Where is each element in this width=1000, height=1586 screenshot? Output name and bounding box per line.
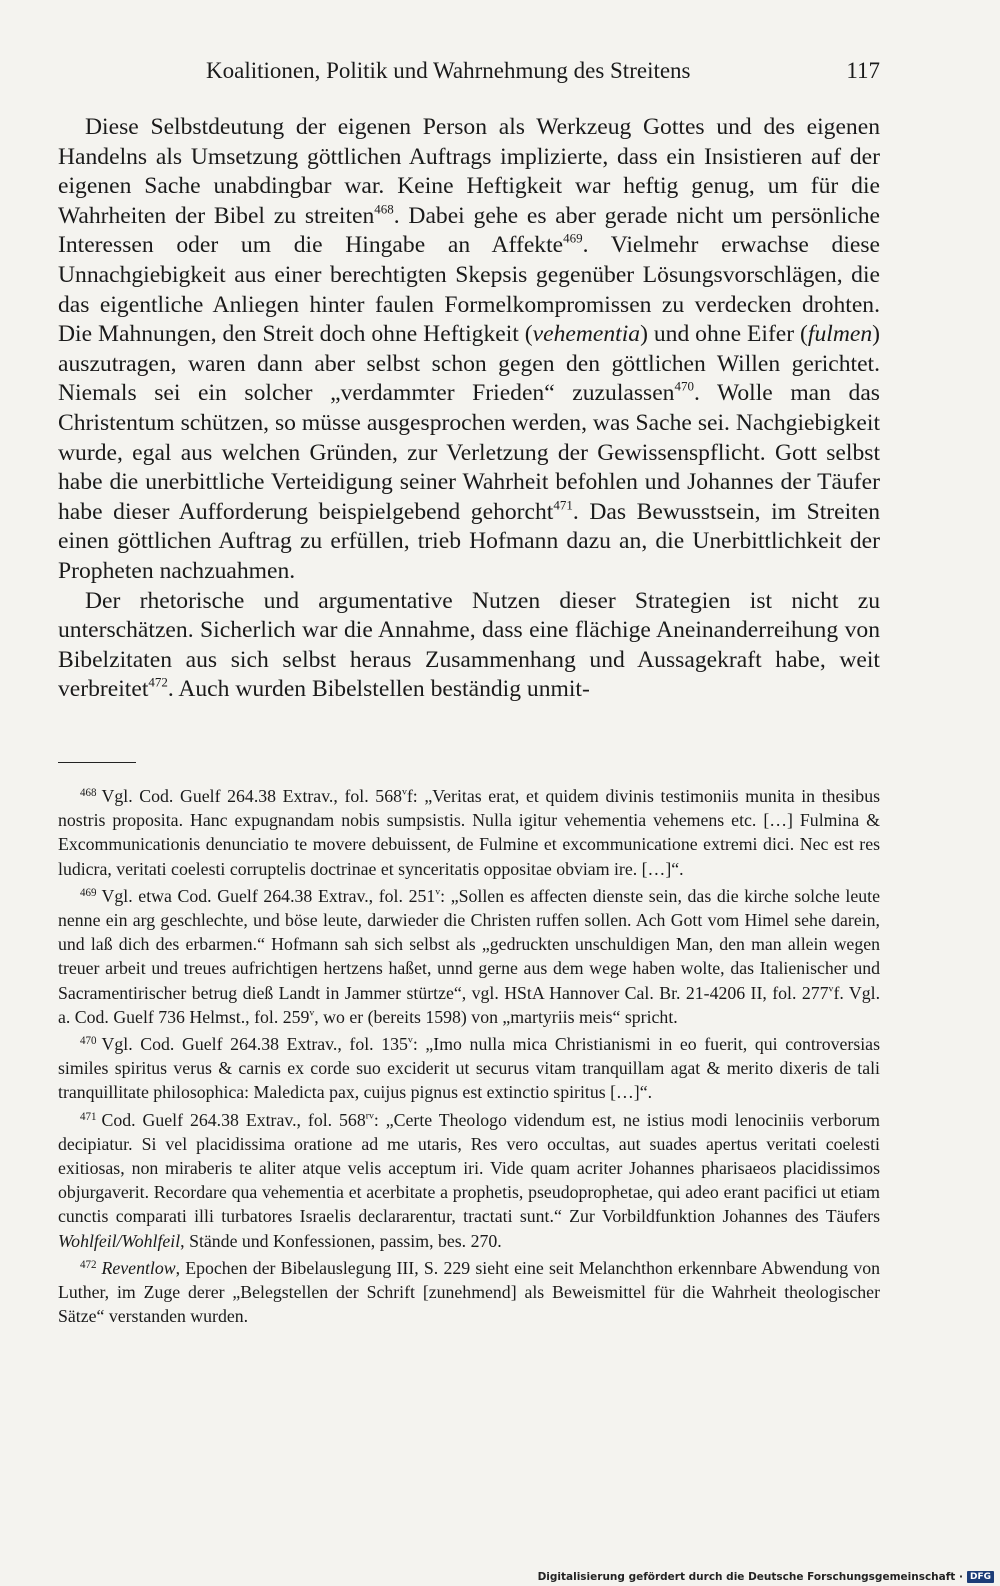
digitization-credit bbox=[538, 1571, 994, 1583]
footnote-number: 470 bbox=[80, 1034, 97, 1047]
footnote-divider bbox=[58, 762, 136, 763]
credit-text: Digitalisierung gefördert durch die Deutsche Forschungsgemeinschaft · bbox=[537, 1571, 963, 1583]
page-number: 117 bbox=[846, 58, 880, 83]
footnote-470: $^{470}$ Vgl. Cod. Guelf 264.38 Extrav., fol. 135$^v$: „Imo nulla mica Christianismi in eo fuerit, qui controversias similes spiritus verus & carnis ex corde suo exciderit ut securus vitam tranquillam agat & merito dixeris de tali tranquillitate philosophica: Maledicta pax, cuijus pignus est extinctio spiritus […]“. bbox=[58, 1034, 880, 1103]
paragraph: Der rhetorische und argumentative Nutzen dieser Strategien ist nicht zu unterschätzen. Sicherlich war die Annahme, dass eine flächige Aneinanderreihung von Bibelzitaten aus sich selbst heraus Zusammenhang und Aussagekraft habe, weit verbreitet$^{472}$. Auch wurden Bibelstellen beständig unmit- bbox=[58, 587, 880, 703]
footnote-ref[interactable]: 468 bbox=[374, 201, 394, 217]
footnote-ref[interactable]: 471 bbox=[553, 496, 573, 512]
footnote-ref[interactable]: 469 bbox=[563, 230, 583, 246]
dfg-logo: DFG bbox=[967, 1571, 994, 1583]
footnote-number: 472 bbox=[80, 1258, 97, 1271]
paragraph: Diese Selbstdeutung der eigenen Person als Werkzeug Gottes und des eigenen Handelns als Umsetzung göttlichen Auftrags implizierte, dass ein Insistieren auf der eigenen Sache unabdingbar war. Keine Heftigkeit war heftig genug, um für die Wahrheiten der Bibel zu streiten$^{468}$. Dabei gehe es aber gerade nicht um persönliche Interessen oder um die Hingabe an Affekte$^{469}$. Vielmehr erwachse diese Unnachgiebigkeit aus einer berechtigten Skepsis gegenüber Lösungsvorschlägen, die das eigentliche Anliegen hinter faulen Formelkompromissen zu verdecken drohten. Die Mahnungen, den Streit doch ohne Heftigkeit (vehementia) und ohne Eifer (fulmen) auszutragen, waren dann aber selbst schon gegen den göttlichen Willen gerichtet. Niemals sei ein solcher „verdammter Frieden“ zuzulassen$^{470}$. Wolle man das Christentum schützen, so müsse ausgesprochen werden, was Sache sei. Nachgiebigkeit wurde, egal aus welchen Gründen, zur Verletzung der Gewissenspflicht. Gott selbst habe die unerbittliche Verteidigung seiner Wahrheit befohlen und Johannes der Täufer habe dieser Aufforderung beispielgebend gehorcht$^{471}$. Das Bewusstsein, im Streiten einen göttlichen Auftrag zu erfüllen, trieb Hofmann dazu an, die Unerbittlichkeit der Propheten nachzuahmen. bbox=[58, 114, 881, 584]
footnote-ref[interactable]: 470 bbox=[674, 378, 694, 394]
footnote-471: $^{471}$ Cod. Guelf 264.38 Extrav., fol. $568^{rv}$: „Certe Theologo videndum est, ne istius modi lenociniis verborum decipiatur. Si vel placidissima oratione ad me utaris, Res vero occultas, aut suades apertus veritati coelesti exitiosas, non miraberis te aliter atque velis acceptum iri. Vide quam acriter Johannes pharisaeos placidissimos objurgaverit. Recordare qua vehementia et acerbitate a prophetis, pseudoprophetae, qui adeo erant pacifici ut etiam cunctis comparati illi turbatores Israelis declararentur, tractati sunt.“ Zur Vorbildfunktion Johannes des Täufers Wohlfeil/Wohlfeil, Stände und Konfessionen, passim, bes. 270. bbox=[58, 1109, 880, 1251]
footnotes bbox=[58, 784, 880, 1331]
footnote-number: 471 bbox=[80, 1110, 97, 1123]
footnote-468: $^{468}$ Vgl. Cod. Guelf 264.38 Extrav., fol. 568$^v$f: „Veritas erat, et quidem divinis testimoniis munita in thesibus nostris proposita. Hanc expugnandam nobis sumpsistis. Nulla igitur vehementia vehemens etc. […] Fulmina & Excommunicationis denunciatio te movere debuissent, de Fulmine et excommunicatione extremi dici. Nec est res ludicra, veritati coelesti corruptelis doctrinae et synceritatis oppositae obviam ire. […]“. bbox=[58, 786, 880, 879]
main-text bbox=[58, 113, 880, 705]
page-header bbox=[58, 58, 880, 84]
footnote-ref[interactable]: 472 bbox=[148, 674, 168, 690]
running-title: Koalitionen, Politik und Wahrnehmung des Streitens bbox=[206, 58, 691, 83]
footnote-472: $^{472}$ Reventlow, Epochen der Bibelauslegung III, S. 229 sieht eine seit Melanchthon erkennbare Abwendung von Luther, im Zuge derer „Belegstellen der Schrift [zunehmend] als Beweismittel für die Wahrheit theologischer Sätze“ verstanden wurden. bbox=[58, 1257, 880, 1327]
footnote-number: 469 bbox=[80, 886, 97, 899]
footnote-469: $^{469}$ Vgl. etwa Cod. Guelf 264.38 Extrav., fol. 251$^v$: „Sollen es affecten dienste sein, das die kirche solche leute nenne ein arg geschlechte, und böse leute, darwieder die Christen ruffen sollen. Ach Gott vom Himel sehe darein, und laß dich des erbarmen.“ Hofmann sah sich selbst als „gedruckten unschuldigen Man, den man allein wegen treuer arbeit und treues aufrichtigen hertzens haßet, unnd gerne aus dem wege haben wolte, das Italienischer und Sacramentirischer betrug dieß Landt in Jammer stürtze“, vgl. HStA Hannover Cal. Br. 21-4206 II, fol. 277$^v$f. Vgl. a. Cod. Guelf 736 Helmst., fol. 259$^v$, wo er (bereits 1598) von „martyriis meis“ spricht. bbox=[58, 885, 881, 1027]
footnote-number: 468 bbox=[80, 786, 97, 799]
